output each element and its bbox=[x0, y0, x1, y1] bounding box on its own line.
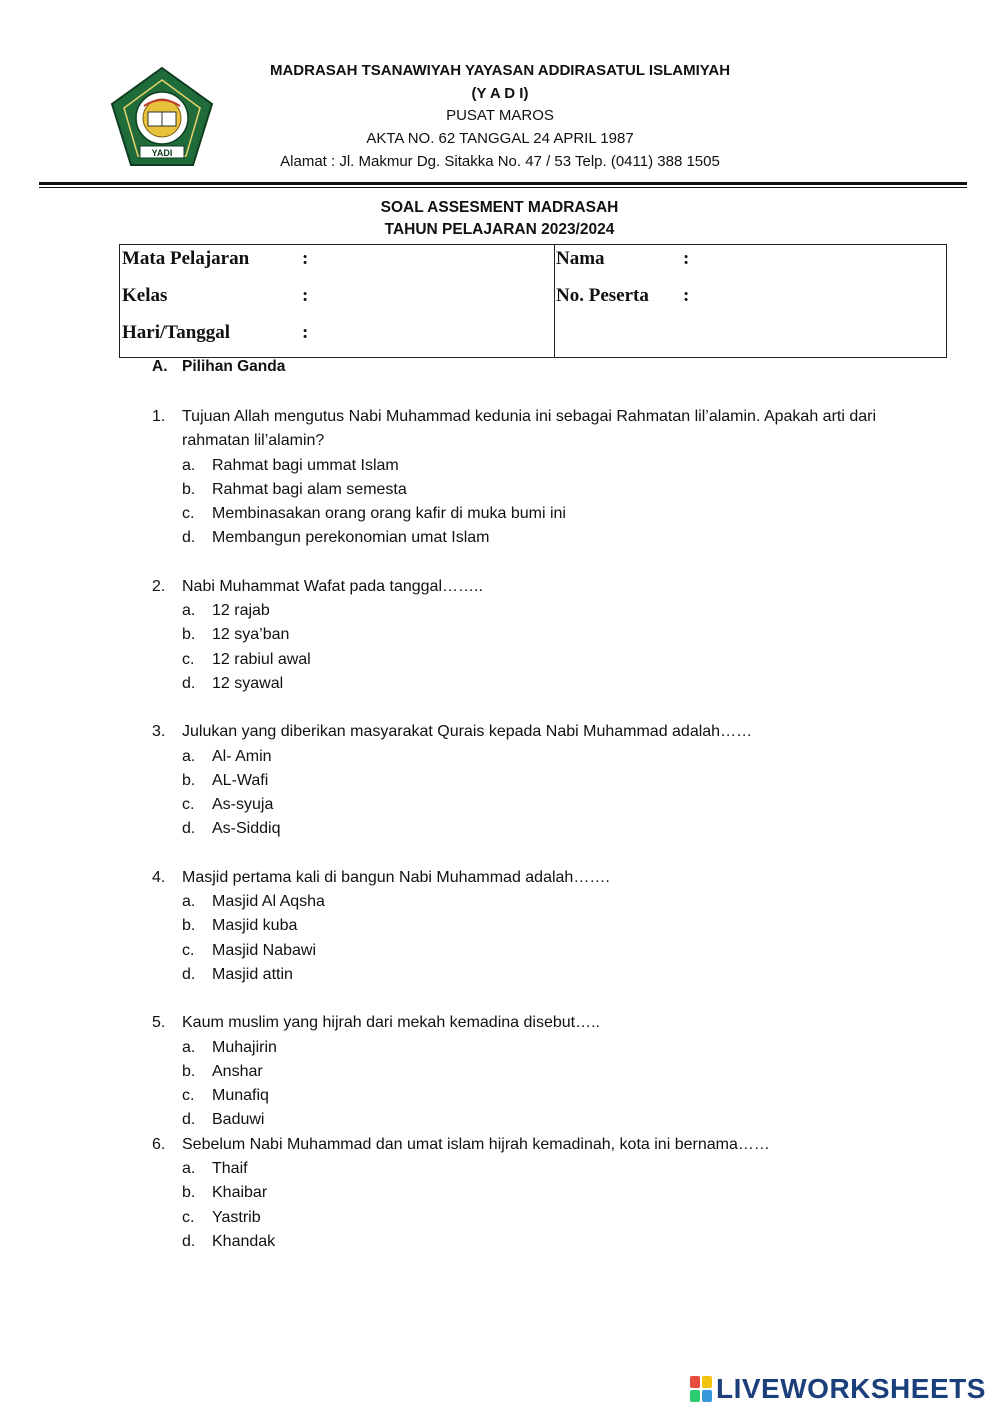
question-item bbox=[152, 1133, 932, 1254]
answer-option[interactable] bbox=[182, 1206, 932, 1230]
option-text: 12 rabiul awal bbox=[212, 650, 311, 668]
liveworksheets-logo-icon bbox=[690, 1376, 712, 1402]
question-item bbox=[152, 575, 932, 696]
option-letter: c. bbox=[182, 941, 195, 959]
answer-option[interactable] bbox=[182, 454, 932, 478]
header-rule-thin bbox=[39, 187, 967, 188]
question-number: 5. bbox=[152, 1014, 166, 1032]
question-item bbox=[152, 866, 932, 987]
answer-option[interactable] bbox=[182, 1181, 932, 1205]
answer-options bbox=[152, 745, 932, 842]
option-letter: d. bbox=[182, 674, 196, 692]
answer-option[interactable] bbox=[182, 623, 932, 647]
participant-number-label: No. Peserta bbox=[556, 285, 649, 306]
option-letter: c. bbox=[182, 505, 195, 523]
question-text: Sebelum Nabi Muhammad dan umat islam hijrah kemadinah, kota ini bernama…… bbox=[182, 1135, 770, 1153]
question-text: Kaum muslim yang hijrah dari mekah kemadina disebut….. bbox=[182, 1014, 600, 1032]
option-text: Rahmat bagi alam semesta bbox=[212, 480, 407, 498]
question-stem bbox=[152, 1011, 932, 1035]
class-colon: : bbox=[302, 285, 309, 306]
question-stem bbox=[152, 405, 932, 454]
answer-option[interactable] bbox=[182, 599, 932, 623]
date-colon: : bbox=[302, 322, 309, 343]
option-letter: d. bbox=[182, 1111, 196, 1129]
question-text: Nabi Muhammat Wafat pada tanggal…….. bbox=[182, 577, 483, 595]
option-letter: a. bbox=[182, 602, 196, 620]
question-text: Tujuan Allah mengutus Nabi Muhammad kedunia ini sebagai Rahmatan lil’alamin. Apakah arti dari rahmatan lil’alamin? bbox=[182, 408, 877, 450]
question-stem bbox=[152, 866, 932, 890]
institution-abbreviation: (Y A D I) bbox=[471, 84, 529, 102]
answer-options bbox=[152, 454, 932, 551]
option-text: AL-Wafi bbox=[212, 771, 269, 789]
question-list bbox=[152, 405, 932, 1254]
option-letter: d. bbox=[182, 529, 196, 547]
answer-option[interactable] bbox=[182, 1108, 932, 1132]
date-field bbox=[122, 322, 309, 344]
answer-option[interactable] bbox=[182, 817, 932, 841]
option-text: Anshar bbox=[212, 1062, 263, 1080]
option-text: Masjid Nabawi bbox=[212, 941, 317, 959]
answer-option[interactable] bbox=[182, 1084, 932, 1108]
question-number: 1. bbox=[152, 408, 166, 425]
option-letter: c. bbox=[182, 1208, 195, 1226]
option-text: 12 sya’ban bbox=[212, 626, 290, 644]
info-box-divider bbox=[554, 245, 555, 357]
answer-option[interactable] bbox=[182, 1157, 932, 1181]
institution-info bbox=[200, 60, 800, 174]
question-spacer bbox=[152, 696, 932, 720]
name-field bbox=[556, 248, 690, 270]
question-number: 4. bbox=[152, 868, 166, 886]
option-text: Thaif bbox=[212, 1160, 248, 1178]
option-letter: d. bbox=[182, 965, 196, 983]
subject-colon: : bbox=[302, 248, 309, 269]
page-title bbox=[0, 197, 999, 241]
title-line-1: SOAL ASSESMENT MADRASAH bbox=[380, 199, 619, 216]
option-letter: b. bbox=[182, 771, 196, 789]
option-text: Masjid kuba bbox=[212, 917, 298, 935]
option-letter: d. bbox=[182, 820, 196, 838]
answer-option[interactable] bbox=[182, 1060, 932, 1084]
option-text: Khaibar bbox=[212, 1184, 268, 1202]
question-text: Masjid pertama kali di bangun Nabi Muhammad adalah……. bbox=[182, 868, 610, 886]
option-text: 12 syawal bbox=[212, 674, 284, 692]
liveworksheets-watermark bbox=[690, 1374, 986, 1404]
school-logo-icon bbox=[110, 66, 214, 168]
participant-number-colon: : bbox=[683, 285, 690, 306]
document-header bbox=[0, 0, 999, 190]
option-text: Munafiq bbox=[212, 1087, 269, 1105]
class-label: Kelas bbox=[122, 285, 168, 306]
option-letter: a. bbox=[182, 747, 196, 765]
institution-address: Alamat : Jl. Makmur Dg. Sitakka No. 47 / 53 Telp. (0411) 388 1505 bbox=[280, 152, 720, 170]
question-number: 3. bbox=[152, 723, 166, 741]
answer-option[interactable] bbox=[182, 1036, 932, 1060]
option-letter: a. bbox=[182, 893, 196, 911]
name-colon: : bbox=[683, 248, 690, 269]
section-title: Pilihan Ganda bbox=[182, 358, 286, 375]
answer-option[interactable] bbox=[182, 745, 932, 769]
option-text: As-Siddiq bbox=[212, 820, 281, 838]
answer-option[interactable] bbox=[182, 890, 932, 914]
answer-option[interactable] bbox=[182, 1230, 932, 1254]
option-letter: a. bbox=[182, 1038, 196, 1056]
question-item bbox=[152, 405, 932, 551]
option-text: Khandak bbox=[212, 1232, 276, 1250]
institution-name: MADRASAH TSANAWIYAH YAYASAN ADDIRASATUL ISLAMIYAH bbox=[269, 62, 731, 79]
answer-options bbox=[152, 599, 932, 696]
question-stem bbox=[152, 575, 932, 599]
answer-options bbox=[152, 890, 932, 987]
question-item bbox=[152, 720, 932, 841]
title-line-2: TAHUN PELAJARAN 2023/2024 bbox=[384, 221, 615, 238]
question-item bbox=[152, 1011, 932, 1132]
date-label: Hari/Tanggal bbox=[122, 322, 231, 343]
answer-options bbox=[152, 1157, 932, 1254]
option-letter: d. bbox=[182, 1232, 196, 1250]
option-letter: a. bbox=[182, 1160, 196, 1178]
subject-label: Mata Pelajaran bbox=[122, 248, 250, 269]
option-letter: b. bbox=[182, 1062, 196, 1080]
answer-option[interactable] bbox=[182, 478, 932, 502]
answer-option[interactable] bbox=[182, 526, 932, 550]
option-text: Yastrib bbox=[212, 1208, 261, 1226]
institution-deed: AKTA NO. 62 TANGGAL 24 APRIL 1987 bbox=[366, 130, 634, 148]
student-info-box bbox=[119, 244, 947, 358]
question-spacer bbox=[152, 842, 932, 866]
answer-options bbox=[152, 1036, 932, 1133]
section-heading bbox=[152, 358, 285, 376]
class-field bbox=[122, 285, 309, 307]
option-letter: b. bbox=[182, 1184, 196, 1202]
option-text: Membinasakan orang orang kafir di muka bumi ini bbox=[212, 505, 566, 523]
option-text: Membangun perekonomian umat Islam bbox=[212, 529, 490, 547]
answer-option[interactable] bbox=[182, 672, 932, 696]
option-letter: c. bbox=[182, 650, 195, 668]
name-label: Nama bbox=[556, 248, 605, 269]
logo-text: YADI bbox=[151, 148, 173, 158]
option-text: As-syuja bbox=[212, 796, 274, 814]
question-spacer bbox=[152, 987, 932, 1011]
question-stem bbox=[152, 1133, 932, 1157]
option-text: Rahmat bagi ummat Islam bbox=[212, 456, 399, 474]
header-rule bbox=[39, 182, 967, 185]
question-text: Julukan yang diberikan masyarakat Qurais kepada Nabi Muhammad adalah…… bbox=[182, 723, 753, 741]
option-letter: b. bbox=[182, 480, 196, 498]
option-text: Al- Amin bbox=[212, 747, 272, 765]
section-letter: A. bbox=[152, 358, 168, 375]
participant-number-field bbox=[556, 285, 690, 307]
option-text: 12 rajab bbox=[212, 602, 270, 620]
answer-option[interactable] bbox=[182, 502, 932, 526]
option-text: Masjid Al Aqsha bbox=[212, 893, 325, 911]
answer-option[interactable] bbox=[182, 648, 932, 672]
option-letter: c. bbox=[182, 1087, 195, 1105]
option-text: Masjid attin bbox=[212, 965, 293, 983]
answer-option[interactable] bbox=[182, 939, 932, 963]
answer-option[interactable] bbox=[182, 793, 932, 817]
option-letter: c. bbox=[182, 796, 195, 814]
option-letter: b. bbox=[182, 917, 196, 935]
question-stem bbox=[152, 720, 932, 744]
answer-option[interactable] bbox=[182, 963, 932, 987]
answer-option[interactable] bbox=[182, 769, 932, 793]
answer-option[interactable] bbox=[182, 914, 932, 938]
question-spacer bbox=[152, 551, 932, 575]
option-text: Baduwi bbox=[212, 1111, 265, 1129]
question-number: 2. bbox=[152, 577, 166, 595]
liveworksheets-text: LIVEWORKSHEETS bbox=[716, 1373, 986, 1404]
question-number: 6. bbox=[152, 1135, 166, 1153]
institution-branch: PUSAT MAROS bbox=[446, 107, 554, 125]
option-text: Muhajirin bbox=[212, 1038, 277, 1056]
option-letter: a. bbox=[182, 456, 196, 474]
subject-field bbox=[122, 248, 309, 270]
option-letter: b. bbox=[182, 626, 196, 644]
